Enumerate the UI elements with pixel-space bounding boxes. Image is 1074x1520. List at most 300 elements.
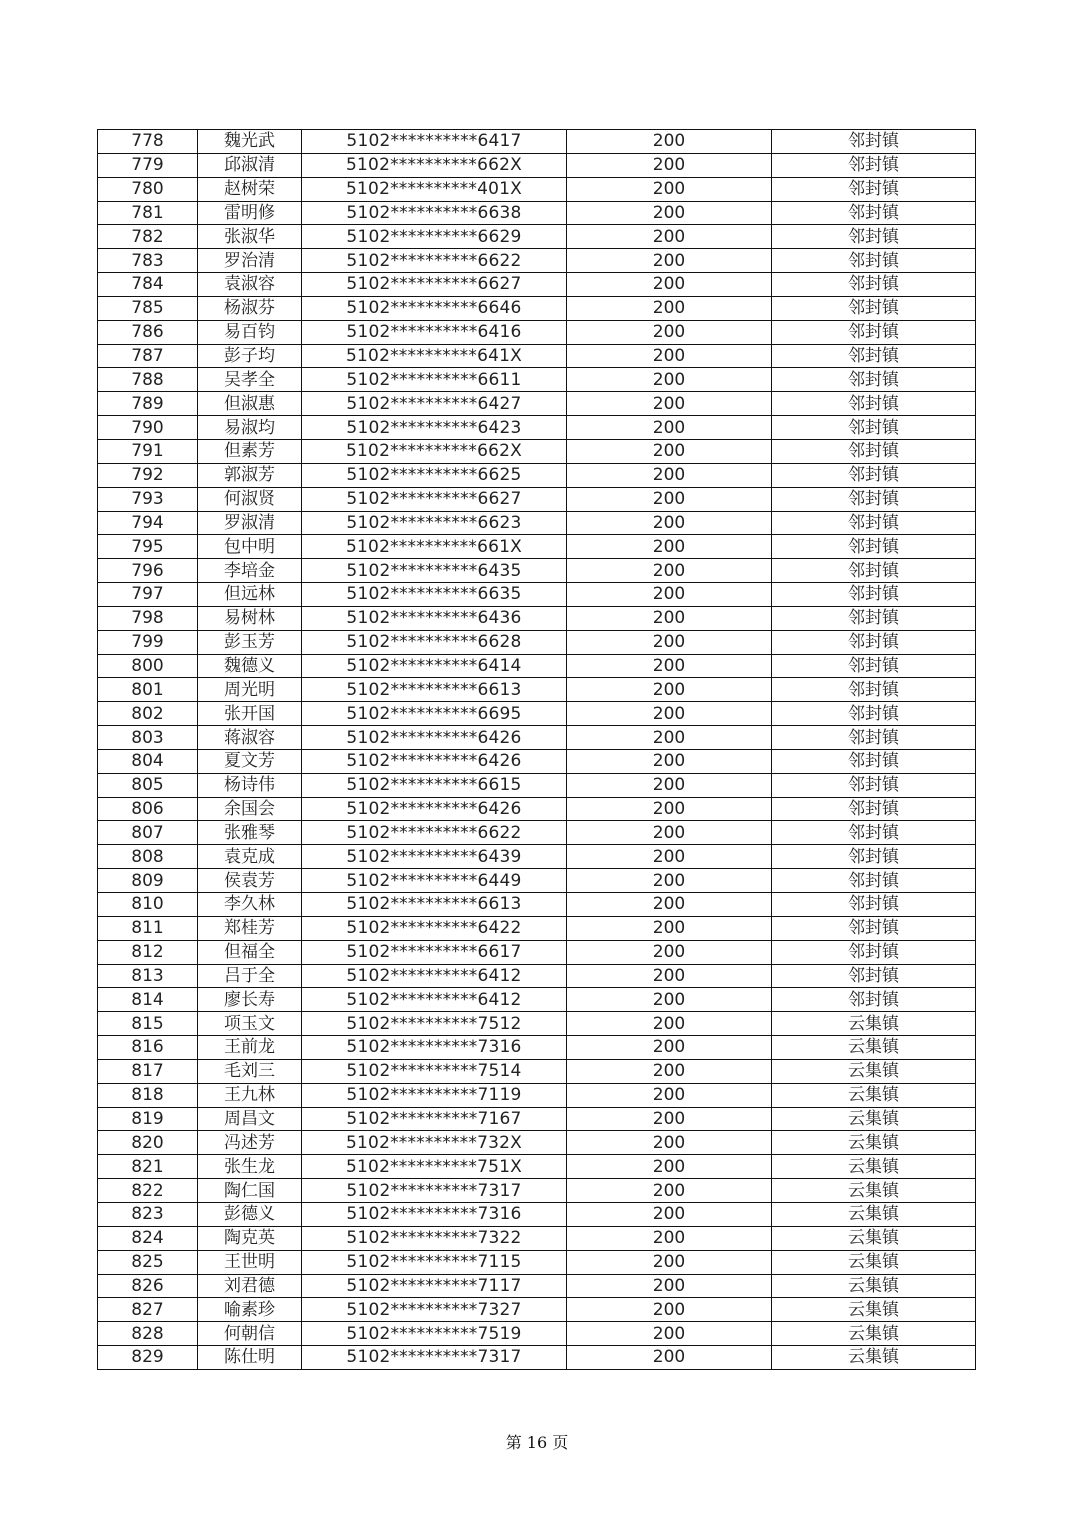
cell-town: 云集镇 — [772, 1179, 976, 1203]
cell-name: 邱淑清 — [198, 153, 302, 177]
cell-id-number: 5102**********6422 — [302, 916, 567, 940]
cell-number: 813 — [98, 964, 198, 988]
cell-town: 云集镇 — [772, 1322, 976, 1346]
cell-number: 817 — [98, 1059, 198, 1083]
cell-number: 786 — [98, 320, 198, 344]
table-row — [98, 1322, 976, 1346]
cell-amount: 200 — [567, 1274, 772, 1298]
table-row — [98, 130, 976, 154]
cell-town: 云集镇 — [772, 1346, 976, 1370]
cell-town: 邻封镇 — [772, 153, 976, 177]
cell-town: 邻封镇 — [772, 583, 976, 607]
cell-id-number: 5102**********6426 — [302, 797, 567, 821]
cell-amount: 200 — [567, 1202, 772, 1226]
cell-amount: 200 — [567, 511, 772, 535]
cell-id-number: 5102**********6423 — [302, 416, 567, 440]
cell-number: 829 — [98, 1346, 198, 1370]
cell-id-number: 5102**********6695 — [302, 702, 567, 726]
cell-number: 783 — [98, 249, 198, 273]
cell-name: 彭子均 — [198, 344, 302, 368]
cell-id-number: 5102**********7317 — [302, 1346, 567, 1370]
cell-id-number: 5102**********6427 — [302, 392, 567, 416]
cell-number: 822 — [98, 1179, 198, 1203]
cell-name: 冯述芳 — [198, 1131, 302, 1155]
cell-amount: 200 — [567, 320, 772, 344]
cell-name: 杨诗伟 — [198, 773, 302, 797]
cell-number: 812 — [98, 940, 198, 964]
cell-town: 邻封镇 — [772, 654, 976, 678]
cell-amount: 200 — [567, 1131, 772, 1155]
cell-number: 814 — [98, 988, 198, 1012]
table-row — [98, 988, 976, 1012]
cell-id-number: 5102**********6435 — [302, 559, 567, 583]
cell-town: 邻封镇 — [772, 702, 976, 726]
cell-id-number: 5102**********7512 — [302, 1012, 567, 1036]
table-row — [98, 1202, 976, 1226]
cell-town: 邻封镇 — [772, 273, 976, 297]
table-row — [98, 201, 976, 225]
cell-town: 云集镇 — [772, 1012, 976, 1036]
table-row — [98, 916, 976, 940]
cell-town: 邻封镇 — [772, 416, 976, 440]
cell-number: 792 — [98, 463, 198, 487]
table-row — [98, 1274, 976, 1298]
table-row — [98, 368, 976, 392]
cell-name: 陶仁国 — [198, 1179, 302, 1203]
table-row — [98, 1298, 976, 1322]
cell-name: 张生龙 — [198, 1155, 302, 1179]
cell-amount: 200 — [567, 702, 772, 726]
cell-amount: 200 — [567, 1322, 772, 1346]
cell-id-number: 5102**********6638 — [302, 201, 567, 225]
cell-number: 819 — [98, 1107, 198, 1131]
cell-id-number: 5102**********6625 — [302, 463, 567, 487]
cell-id-number: 5102**********641X — [302, 344, 567, 368]
cell-id-number: 5102**********6412 — [302, 988, 567, 1012]
cell-id-number: 5102**********7167 — [302, 1107, 567, 1131]
cell-number: 804 — [98, 749, 198, 773]
cell-name: 郭淑芳 — [198, 463, 302, 487]
cell-name: 李培金 — [198, 559, 302, 583]
cell-amount: 200 — [567, 416, 772, 440]
cell-id-number: 5102**********6412 — [302, 964, 567, 988]
table-row — [98, 225, 976, 249]
cell-id-number: 5102**********7115 — [302, 1250, 567, 1274]
cell-number: 821 — [98, 1155, 198, 1179]
roster-table — [97, 129, 976, 1370]
table-row — [98, 869, 976, 893]
cell-name: 陈仕明 — [198, 1346, 302, 1370]
cell-amount: 200 — [567, 273, 772, 297]
cell-amount: 200 — [567, 368, 772, 392]
cell-id-number: 5102**********6417 — [302, 130, 567, 154]
cell-id-number: 5102**********732X — [302, 1131, 567, 1155]
cell-name: 项玉文 — [198, 1012, 302, 1036]
cell-name: 赵树荣 — [198, 177, 302, 201]
cell-id-number: 5102**********6416 — [302, 320, 567, 344]
cell-number: 798 — [98, 606, 198, 630]
cell-town: 邻封镇 — [772, 630, 976, 654]
cell-name: 毛刘三 — [198, 1059, 302, 1083]
cell-name: 王前龙 — [198, 1036, 302, 1060]
table-row — [98, 773, 976, 797]
cell-amount: 200 — [567, 749, 772, 773]
cell-id-number: 5102**********662X — [302, 153, 567, 177]
cell-number: 803 — [98, 726, 198, 750]
page-number: 第 16 页 — [505, 1433, 569, 1452]
table-row — [98, 845, 976, 869]
table-row — [98, 964, 976, 988]
cell-amount: 200 — [567, 296, 772, 320]
cell-id-number: 5102**********7317 — [302, 1179, 567, 1203]
cell-name: 郑桂芳 — [198, 916, 302, 940]
cell-town: 邻封镇 — [772, 344, 976, 368]
cell-town: 云集镇 — [772, 1298, 976, 1322]
cell-amount: 200 — [567, 606, 772, 630]
cell-id-number: 5102**********6439 — [302, 845, 567, 869]
cell-town: 邻封镇 — [772, 249, 976, 273]
cell-amount: 200 — [567, 1107, 772, 1131]
table-row — [98, 749, 976, 773]
cell-name: 吴孝全 — [198, 368, 302, 392]
cell-amount: 200 — [567, 153, 772, 177]
table-row — [98, 1155, 976, 1179]
cell-id-number: 5102**********661X — [302, 535, 567, 559]
cell-number: 801 — [98, 678, 198, 702]
table-row — [98, 273, 976, 297]
cell-name: 陶克英 — [198, 1226, 302, 1250]
cell-amount: 200 — [567, 1346, 772, 1370]
cell-town: 邻封镇 — [772, 940, 976, 964]
cell-amount: 200 — [567, 535, 772, 559]
cell-id-number: 5102**********6613 — [302, 678, 567, 702]
table-row — [98, 630, 976, 654]
cell-number: 787 — [98, 344, 198, 368]
cell-id-number: 5102**********7514 — [302, 1059, 567, 1083]
cell-town: 邻封镇 — [772, 797, 976, 821]
cell-town: 云集镇 — [772, 1107, 976, 1131]
cell-amount: 200 — [567, 678, 772, 702]
cell-number: 809 — [98, 869, 198, 893]
cell-name: 袁淑容 — [198, 273, 302, 297]
cell-amount: 200 — [567, 988, 772, 1012]
cell-town: 云集镇 — [772, 1155, 976, 1179]
cell-amount: 200 — [567, 487, 772, 511]
cell-town: 邻封镇 — [772, 749, 976, 773]
cell-name: 易百钧 — [198, 320, 302, 344]
roster-table-body — [98, 130, 976, 1370]
cell-number: 827 — [98, 1298, 198, 1322]
cell-amount: 200 — [567, 583, 772, 607]
cell-amount: 200 — [567, 940, 772, 964]
cell-id-number: 5102**********6627 — [302, 487, 567, 511]
cell-name: 王世明 — [198, 1250, 302, 1274]
cell-number: 793 — [98, 487, 198, 511]
cell-amount: 200 — [567, 845, 772, 869]
cell-name: 刘君德 — [198, 1274, 302, 1298]
cell-name: 但远林 — [198, 583, 302, 607]
cell-number: 797 — [98, 583, 198, 607]
cell-town: 邻封镇 — [772, 439, 976, 463]
table-row — [98, 726, 976, 750]
table-row — [98, 1346, 976, 1370]
cell-amount: 200 — [567, 463, 772, 487]
cell-town: 云集镇 — [772, 1274, 976, 1298]
cell-name: 张雅琴 — [198, 821, 302, 845]
cell-id-number: 5102**********6646 — [302, 296, 567, 320]
cell-number: 778 — [98, 130, 198, 154]
cell-amount: 200 — [567, 1059, 772, 1083]
cell-number: 826 — [98, 1274, 198, 1298]
cell-name: 魏德义 — [198, 654, 302, 678]
cell-id-number: 5102**********7316 — [302, 1036, 567, 1060]
cell-town: 云集镇 — [772, 1083, 976, 1107]
cell-town: 云集镇 — [772, 1250, 976, 1274]
cell-number: 816 — [98, 1036, 198, 1060]
cell-number: 808 — [98, 845, 198, 869]
cell-name: 但素芳 — [198, 439, 302, 463]
table-row — [98, 1250, 976, 1274]
cell-id-number: 5102**********7519 — [302, 1322, 567, 1346]
cell-number: 825 — [98, 1250, 198, 1274]
table-row — [98, 1179, 976, 1203]
table-row — [98, 177, 976, 201]
cell-town: 邻封镇 — [772, 606, 976, 630]
cell-amount: 200 — [567, 392, 772, 416]
cell-id-number: 5102**********6426 — [302, 749, 567, 773]
cell-amount: 200 — [567, 1226, 772, 1250]
cell-town: 邻封镇 — [772, 177, 976, 201]
cell-name: 易淑均 — [198, 416, 302, 440]
cell-amount: 200 — [567, 177, 772, 201]
table-row — [98, 583, 976, 607]
cell-amount: 200 — [567, 1036, 772, 1060]
cell-id-number: 5102**********6629 — [302, 225, 567, 249]
cell-number: 811 — [98, 916, 198, 940]
table-row — [98, 1226, 976, 1250]
table-row — [98, 487, 976, 511]
cell-id-number: 5102**********6617 — [302, 940, 567, 964]
cell-name: 李久林 — [198, 893, 302, 917]
cell-town: 邻封镇 — [772, 130, 976, 154]
cell-town: 邻封镇 — [772, 845, 976, 869]
cell-number: 789 — [98, 392, 198, 416]
cell-number: 806 — [98, 797, 198, 821]
cell-amount: 200 — [567, 1155, 772, 1179]
cell-id-number: 5102**********401X — [302, 177, 567, 201]
cell-town: 邻封镇 — [772, 726, 976, 750]
cell-number: 779 — [98, 153, 198, 177]
cell-amount: 200 — [567, 654, 772, 678]
cell-id-number: 5102**********6611 — [302, 368, 567, 392]
cell-amount: 200 — [567, 201, 772, 225]
cell-id-number: 5102**********6613 — [302, 893, 567, 917]
cell-number: 820 — [98, 1131, 198, 1155]
cell-amount: 200 — [567, 225, 772, 249]
cell-town: 邻封镇 — [772, 869, 976, 893]
cell-name: 张淑华 — [198, 225, 302, 249]
cell-name: 包中明 — [198, 535, 302, 559]
cell-id-number: 5102**********7316 — [302, 1202, 567, 1226]
cell-name: 周光明 — [198, 678, 302, 702]
table-row — [98, 344, 976, 368]
cell-name: 彭玉芳 — [198, 630, 302, 654]
cell-number: 796 — [98, 559, 198, 583]
cell-number: 795 — [98, 535, 198, 559]
cell-id-number: 5102**********7327 — [302, 1298, 567, 1322]
cell-id-number: 5102**********6426 — [302, 726, 567, 750]
cell-town: 邻封镇 — [772, 201, 976, 225]
cell-amount: 200 — [567, 439, 772, 463]
cell-amount: 200 — [567, 1012, 772, 1036]
cell-town: 邻封镇 — [772, 773, 976, 797]
cell-id-number: 5102**********6622 — [302, 821, 567, 845]
cell-id-number: 5102**********7117 — [302, 1274, 567, 1298]
cell-town: 邻封镇 — [772, 964, 976, 988]
cell-town: 邻封镇 — [772, 368, 976, 392]
table-row — [98, 1012, 976, 1036]
table-row — [98, 1131, 976, 1155]
cell-number: 805 — [98, 773, 198, 797]
cell-number: 802 — [98, 702, 198, 726]
cell-id-number: 5102**********6623 — [302, 511, 567, 535]
cell-name: 何淑贤 — [198, 487, 302, 511]
cell-number: 780 — [98, 177, 198, 201]
cell-amount: 200 — [567, 249, 772, 273]
cell-town: 邻封镇 — [772, 893, 976, 917]
cell-id-number: 5102**********7119 — [302, 1083, 567, 1107]
cell-name: 但福全 — [198, 940, 302, 964]
cell-id-number: 5102**********6414 — [302, 654, 567, 678]
cell-number: 800 — [98, 654, 198, 678]
cell-town: 邻封镇 — [772, 511, 976, 535]
table-row — [98, 1059, 976, 1083]
cell-id-number: 5102**********751X — [302, 1155, 567, 1179]
table-row — [98, 392, 976, 416]
cell-name: 杨淑芬 — [198, 296, 302, 320]
cell-number: 824 — [98, 1226, 198, 1250]
table-row — [98, 296, 976, 320]
cell-town: 邻封镇 — [772, 678, 976, 702]
cell-name: 周昌文 — [198, 1107, 302, 1131]
cell-town: 云集镇 — [772, 1131, 976, 1155]
cell-number: 807 — [98, 821, 198, 845]
table-row — [98, 1107, 976, 1131]
cell-town: 云集镇 — [772, 1036, 976, 1060]
table-row — [98, 654, 976, 678]
cell-amount: 200 — [567, 869, 772, 893]
table-row — [98, 678, 976, 702]
cell-amount: 200 — [567, 893, 772, 917]
cell-number: 784 — [98, 273, 198, 297]
cell-name: 袁克成 — [198, 845, 302, 869]
table-row — [98, 893, 976, 917]
cell-number: 794 — [98, 511, 198, 535]
cell-id-number: 5102**********6436 — [302, 606, 567, 630]
cell-name: 侯袁芳 — [198, 869, 302, 893]
cell-number: 791 — [98, 439, 198, 463]
table-row — [98, 416, 976, 440]
cell-name: 廖长寿 — [198, 988, 302, 1012]
cell-amount: 200 — [567, 797, 772, 821]
cell-town: 邻封镇 — [772, 225, 976, 249]
cell-amount: 200 — [567, 1083, 772, 1107]
table-row — [98, 535, 976, 559]
cell-name: 吕于全 — [198, 964, 302, 988]
table-row — [98, 606, 976, 630]
table-row — [98, 439, 976, 463]
cell-town: 邻封镇 — [772, 535, 976, 559]
cell-id-number: 5102**********6622 — [302, 249, 567, 273]
cell-town: 邻封镇 — [772, 320, 976, 344]
table-row — [98, 940, 976, 964]
table-row — [98, 559, 976, 583]
cell-amount: 200 — [567, 559, 772, 583]
cell-number: 799 — [98, 630, 198, 654]
cell-number: 781 — [98, 201, 198, 225]
table-row — [98, 797, 976, 821]
table-row — [98, 463, 976, 487]
cell-number: 782 — [98, 225, 198, 249]
cell-number: 823 — [98, 1202, 198, 1226]
cell-id-number: 5102**********6449 — [302, 869, 567, 893]
cell-name: 魏光武 — [198, 130, 302, 154]
cell-name: 罗治清 — [198, 249, 302, 273]
cell-number: 828 — [98, 1322, 198, 1346]
cell-id-number: 5102**********7322 — [302, 1226, 567, 1250]
cell-name: 易树林 — [198, 606, 302, 630]
cell-amount: 200 — [567, 916, 772, 940]
cell-town: 邻封镇 — [772, 296, 976, 320]
cell-town: 邻封镇 — [772, 821, 976, 845]
cell-amount: 200 — [567, 1250, 772, 1274]
cell-amount: 200 — [567, 630, 772, 654]
cell-town: 云集镇 — [772, 1202, 976, 1226]
table-row — [98, 511, 976, 535]
cell-amount: 200 — [567, 1298, 772, 1322]
cell-town: 邻封镇 — [772, 463, 976, 487]
cell-town: 云集镇 — [772, 1059, 976, 1083]
cell-number: 785 — [98, 296, 198, 320]
cell-name: 喻素珍 — [198, 1298, 302, 1322]
table-row — [98, 249, 976, 273]
cell-number: 788 — [98, 368, 198, 392]
cell-id-number: 5102**********6628 — [302, 630, 567, 654]
cell-amount: 200 — [567, 726, 772, 750]
table-row — [98, 1036, 976, 1060]
cell-town: 邻封镇 — [772, 559, 976, 583]
cell-number: 818 — [98, 1083, 198, 1107]
cell-name: 张开国 — [198, 702, 302, 726]
cell-id-number: 5102**********662X — [302, 439, 567, 463]
cell-town: 云集镇 — [772, 1226, 976, 1250]
cell-amount: 200 — [567, 130, 772, 154]
cell-amount: 200 — [567, 821, 772, 845]
cell-town: 邻封镇 — [772, 916, 976, 940]
cell-amount: 200 — [567, 1179, 772, 1203]
cell-number: 810 — [98, 893, 198, 917]
cell-name: 罗淑清 — [198, 511, 302, 535]
cell-name: 何朝信 — [198, 1322, 302, 1346]
cell-number: 790 — [98, 416, 198, 440]
cell-name: 余国会 — [198, 797, 302, 821]
cell-name: 蒋淑容 — [198, 726, 302, 750]
cell-id-number: 5102**********6635 — [302, 583, 567, 607]
cell-number: 815 — [98, 1012, 198, 1036]
cell-name: 但淑惠 — [198, 392, 302, 416]
cell-town: 邻封镇 — [772, 487, 976, 511]
cell-town: 邻封镇 — [772, 988, 976, 1012]
